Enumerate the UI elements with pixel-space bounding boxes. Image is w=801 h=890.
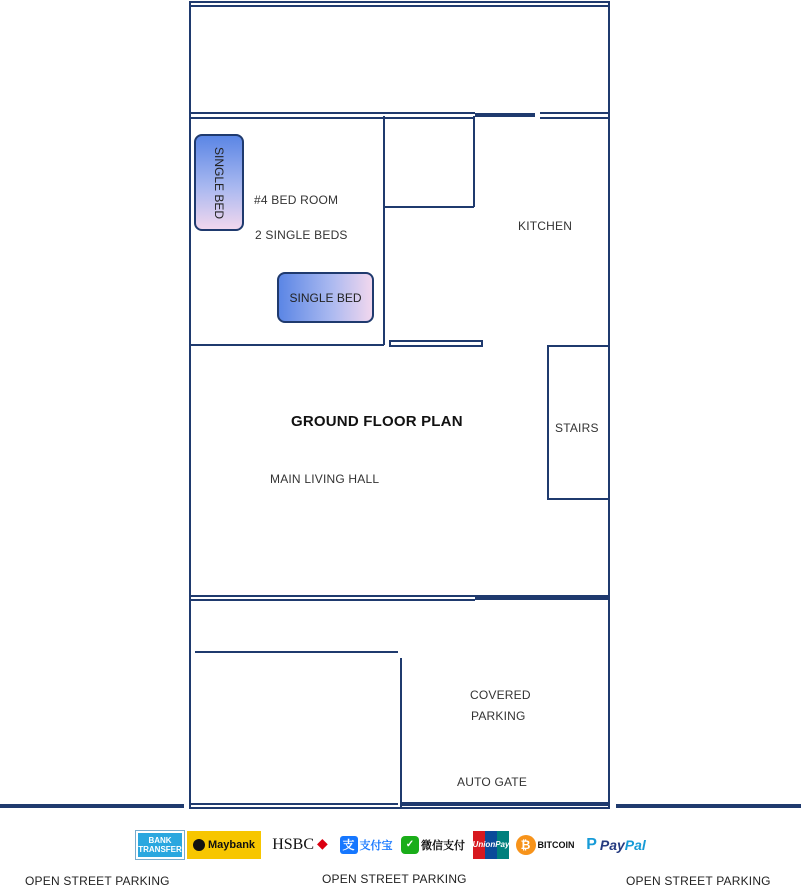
alipay-logo-icon: 支 <box>340 836 358 854</box>
auto-gate-label: AUTO GATE <box>457 775 528 789</box>
single-bed-vertical <box>194 134 244 231</box>
maybank-tiger-icon <box>193 839 205 851</box>
paypal-icon <box>581 831 651 859</box>
bitcoin-logo-icon: ₿ <box>516 835 536 855</box>
single-bed-horizontal <box>277 272 374 323</box>
bank-transfer-icon <box>136 831 184 859</box>
bitcoin-label: BITCOIN <box>537 839 575 850</box>
unionpay-label: UnionPay <box>472 840 510 849</box>
kitchen-label: KITCHEN <box>518 219 573 233</box>
street-parking-right: OPEN STREET PARKING <box>626 874 771 888</box>
paypal-label-a: Pay <box>599 836 625 853</box>
bank-transfer-line1: BANK <box>148 835 172 845</box>
living-hall-label: MAIN LIVING HALL <box>270 472 380 486</box>
maybank-icon <box>187 831 261 859</box>
wechat-pay-label: 微信支付 <box>421 839 465 852</box>
wechat-logo-icon: ✓ <box>401 836 419 854</box>
hsbc-icon <box>264 831 336 859</box>
bedroom-name-label: #4 BED ROOM <box>254 193 339 207</box>
wechat-pay-icon <box>396 831 470 859</box>
hsbc-label: HSBC <box>272 835 314 853</box>
building-outline <box>190 2 609 808</box>
stairs-label: STAIRS <box>555 421 599 435</box>
maybank-label: Maybank <box>207 838 256 851</box>
street-parking-center: OPEN STREET PARKING <box>322 872 467 886</box>
single-bed-horizontal-label: SINGLE BED <box>289 290 362 305</box>
kitchen-counter <box>390 341 482 346</box>
single-bed-vertical-label: SINGLE BED <box>212 146 226 219</box>
plan-title: GROUND FLOOR PLAN <box>291 413 463 430</box>
bank-transfer-line2: TRANSFER <box>138 844 182 854</box>
bedroom-beds-label: 2 SINGLE BEDS <box>255 228 348 242</box>
paypal-label-b: Pal <box>624 836 646 853</box>
payment-methods-strip <box>136 828 651 861</box>
hsbc-hexagon-icon: ◆ <box>317 837 328 852</box>
unionpay-icon <box>473 831 509 859</box>
street-parking-left: OPEN STREET PARKING <box>25 874 170 888</box>
bitcoin-icon <box>512 831 578 859</box>
parking-label-line2: PARKING <box>471 709 526 723</box>
parking-label-line1: COVERED <box>470 688 531 702</box>
paypal-logo-icon: P <box>586 835 597 853</box>
alipay-icon <box>339 831 393 859</box>
alipay-label: 支付宝 <box>359 839 393 852</box>
